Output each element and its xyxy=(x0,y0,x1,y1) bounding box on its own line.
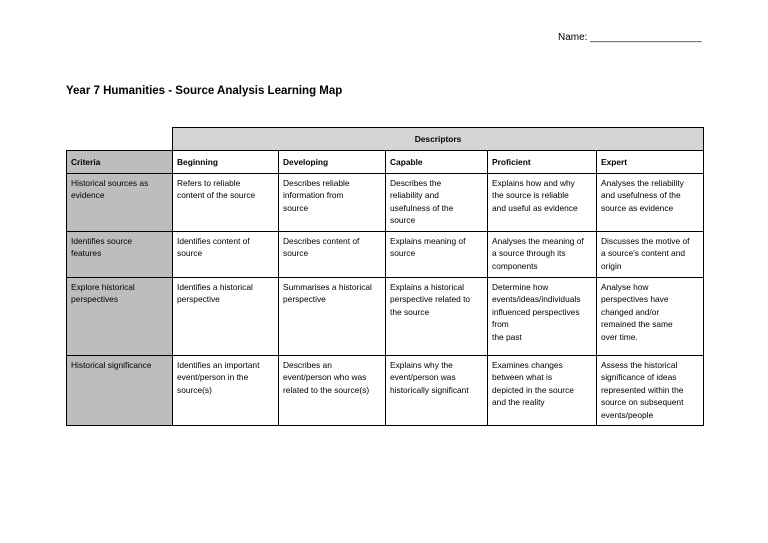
descriptor-cell: Describes an event/person who was related to the source(s) xyxy=(279,356,386,426)
descriptor-cell: Identifies an important event/person in the source(s) xyxy=(173,356,279,426)
descriptor-cell: Identifies content of source xyxy=(173,232,279,278)
descriptor-cell: Explains a historical perspective related to the source xyxy=(386,278,488,356)
level-header-capable: Capable xyxy=(386,151,488,174)
descriptor-cell: Identifies a historical perspective xyxy=(173,278,279,356)
level-header-expert: Expert xyxy=(597,151,704,174)
descriptor-cell: Analyses the meaning of a source through its components xyxy=(488,232,597,278)
table-row xyxy=(67,356,704,426)
level-header-developing: Developing xyxy=(279,151,386,174)
descriptor-cell: Explains why the event/person was historically significant xyxy=(386,356,488,426)
table-row xyxy=(67,174,704,232)
descriptor-cell: Analyse how perspectives have changed and/or remained the same over time. xyxy=(597,278,704,356)
criterion-cell: Identifies source features xyxy=(67,232,173,278)
table-row xyxy=(67,232,704,278)
descriptor-cell: Refers to reliable content of the source xyxy=(173,174,279,232)
descriptor-cell: Explains meaning of source xyxy=(386,232,488,278)
descriptor-cell: Examines changes between what is depicted in the source and the reality xyxy=(488,356,597,426)
descriptor-cell: Discusses the motive of a source's content and origin xyxy=(597,232,704,278)
descriptor-cell: Assess the historical significance of ideas represented within the source on subsequent events/people xyxy=(597,356,704,426)
table-corner-blank xyxy=(67,128,173,151)
learning-map-table xyxy=(66,127,704,426)
descriptor-cell: Describes content of source xyxy=(279,232,386,278)
criterion-cell: Historical significance xyxy=(67,356,173,426)
descriptors-header: Descriptors xyxy=(173,128,704,151)
name-field-label: Name: ____________________ xyxy=(558,32,702,43)
descriptor-cell: Describes reliable information from source xyxy=(279,174,386,232)
criterion-cell: Historical sources as evidence xyxy=(67,174,173,232)
descriptor-cell: Determine how events/ideas/individuals influenced perspectives from the past xyxy=(488,278,597,356)
descriptor-cell: Analyses the reliability and usefulness of the source as evidence xyxy=(597,174,704,232)
descriptor-cell: Describes the reliability and usefulness of the source xyxy=(386,174,488,232)
descriptor-cell: Summarises a historical perspective xyxy=(279,278,386,356)
level-header-beginning: Beginning xyxy=(173,151,279,174)
criterion-cell: Explore historical perspectives xyxy=(67,278,173,356)
table-row xyxy=(67,278,704,356)
descriptor-cell: Explains how and why the source is reliable and useful as evidence xyxy=(488,174,597,232)
criteria-header: Criteria xyxy=(67,151,173,174)
document-title: Year 7 Humanities - Source Analysis Learning Map xyxy=(66,85,343,97)
level-header-proficient: Proficient xyxy=(488,151,597,174)
